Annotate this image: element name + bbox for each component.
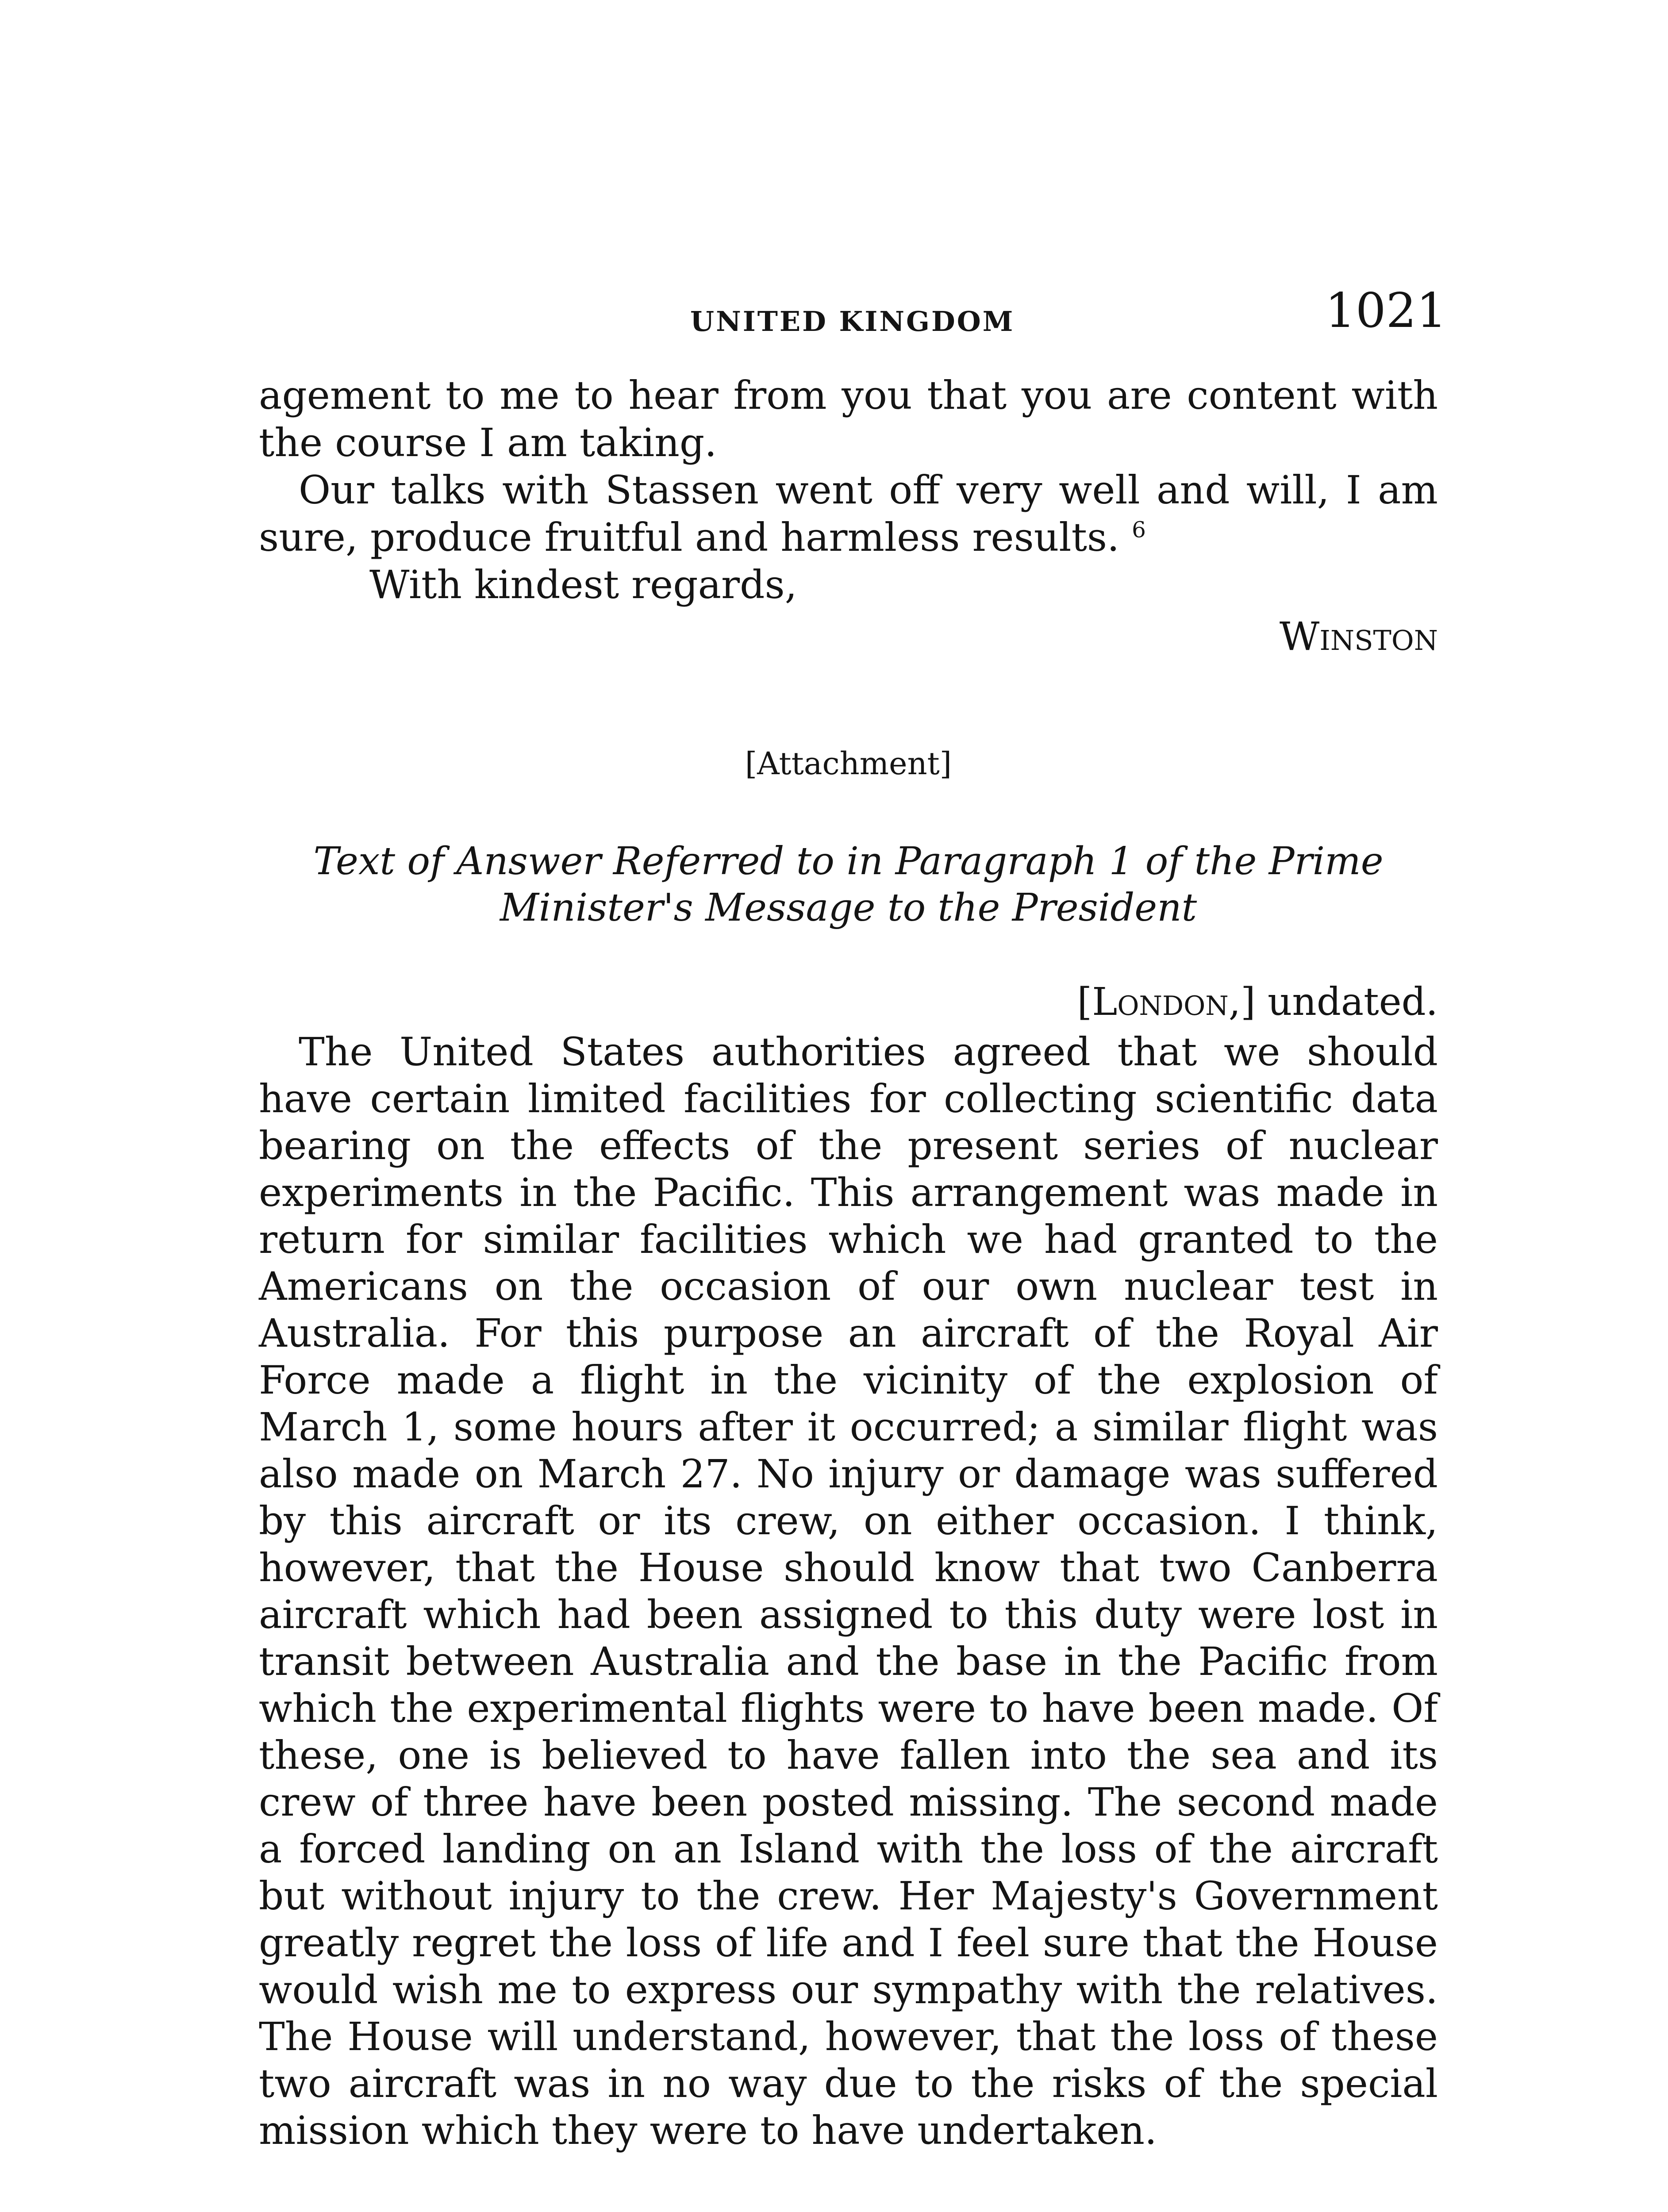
footnote-reference: 6 [1132, 517, 1146, 543]
attachment-body-paragraph: The United States authorities agreed that we should have certain limited facilities for collecting scientific data bearing on the effects of the present series of nuclear experiments in the Pacific. This arrangement was made in return for similar facilities which we had granted to the Americans on the occasion of our own nuclear test in Australia. For this purpose an aircraft of the Royal Air Force made a flight in the vicinity of the explosion of March 1, some hours after it occurred; a similar flight was also made on March 27. No injury or damage was suffered by this aircraft or its crew, on either occasion. I think, however, that the House should know that two Canberra aircraft which had been assigned to this duty were lost in transit between Australia and the base in the Pacific from which the experimental flights were to have been made. Of these, one is believed to have fallen into the sea and its crew of three have been posted missing. The second made a forced landing on an Island with the loss of the aircraft but without injury to the crew. Her Majesty's Government greatly regret the loss of life and I feel sure that the House would wish me to express our sympathy with the relatives. The House will understand, however, that the loss of these two aircraft was in no way due to the risks of the special mission which they were to have undertaken. [259, 1029, 1438, 2153]
dateline-place: [London,] [1077, 980, 1256, 1024]
letter-paragraph-1: agement to me to hear from you that you are content with the course I am taking. [259, 373, 1438, 465]
dateline-date: undated. [1268, 980, 1438, 1024]
letter-paragraph-2-text: Our talks with Stassen went off very well and will, I am sure, produce fruitful and harmless results. [259, 467, 1438, 560]
dateline [259, 980, 1438, 1024]
attachment-title: Text of Answer Referred to in Paragraph 1 of the Prime Minister's Message to the President [313, 839, 1384, 930]
running-head: UNITED KINGDOM [690, 305, 1015, 338]
attachment-label: [Attachment] [745, 745, 952, 782]
page-number: 1021 [1325, 283, 1447, 338]
signature: Winston [1279, 614, 1438, 659]
attachment-body [259, 1029, 1438, 2154]
letter-continuation [259, 372, 1438, 660]
closing-salutation: With kindest regards, [369, 562, 797, 607]
letter-paragraph-2 [259, 466, 1438, 561]
